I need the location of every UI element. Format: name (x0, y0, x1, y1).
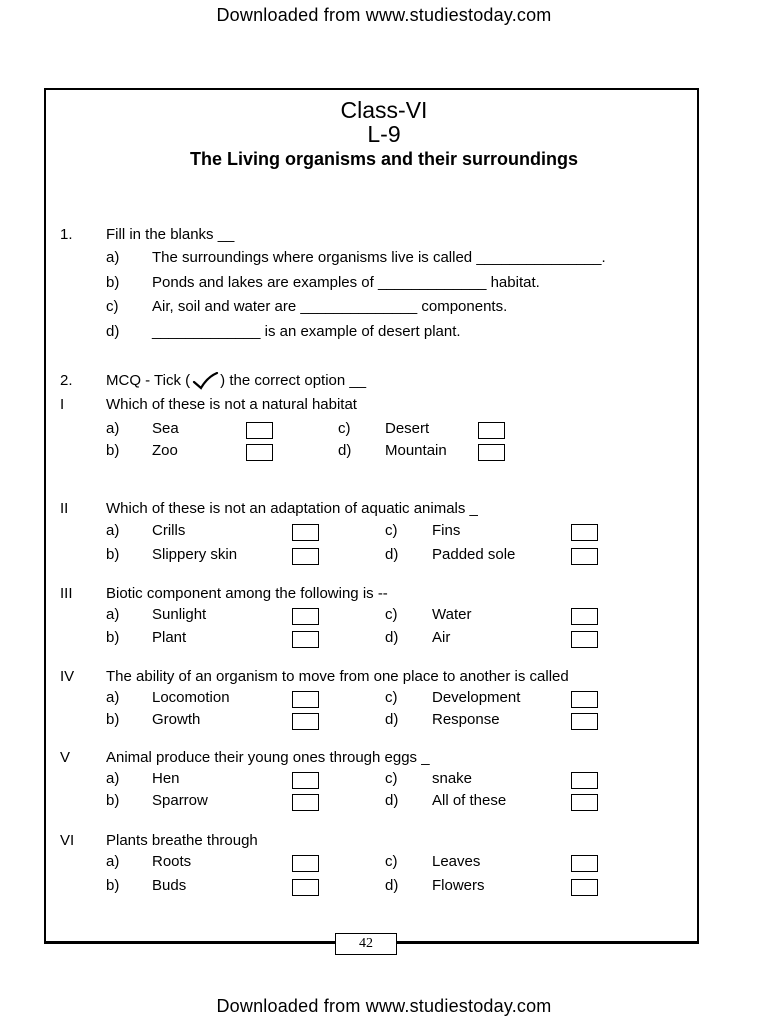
mcq-option (0, 689, 768, 711)
answer-checkbox[interactable] (571, 713, 598, 730)
question-text (106, 372, 366, 390)
item-text: Air, soil and water are ______________ components. (152, 298, 508, 315)
option-letter: a) (106, 853, 120, 870)
mcq-number: VI (60, 832, 75, 849)
mcq-text: Which of these is not an adaptation of aquatic animals _ (106, 500, 478, 517)
item-letter: b) (106, 274, 120, 291)
answer-checkbox[interactable] (478, 444, 505, 461)
mcq-question (0, 396, 768, 418)
answer-checkbox[interactable] (571, 608, 598, 625)
option-label: Padded sole (432, 546, 516, 563)
question-text: Fill in the blanks __ (106, 226, 235, 243)
answer-checkbox[interactable] (571, 794, 598, 811)
worksheet-title: The Living organisms and their surroundings (189, 149, 579, 169)
option-letter: a) (106, 770, 120, 787)
mcq-option (0, 442, 768, 464)
option-letter: c) (338, 420, 351, 437)
mcq-text: Biotic component among the following is -- (106, 585, 388, 602)
item-text: The surroundings where organisms live is called _______________. (152, 249, 606, 266)
page-number: 42 (335, 933, 397, 955)
option-letter: d) (338, 442, 352, 459)
option-label: Response (432, 711, 500, 728)
option-letter: b) (106, 442, 120, 459)
item-letter: a) (106, 249, 120, 266)
option-label: Roots (152, 853, 192, 870)
option-letter: d) (385, 629, 399, 646)
class-label: Class-VI (340, 97, 428, 123)
option-label: Desert (385, 420, 430, 437)
item-text: _____________ is an example of desert plant. (152, 323, 461, 340)
answer-checkbox[interactable] (571, 772, 598, 789)
mcq-text: Which of these is not a natural habitat (106, 396, 357, 413)
mcq-text: Plants breathe through (106, 832, 258, 849)
answer-checkbox[interactable] (571, 524, 598, 541)
mcq-option (0, 770, 768, 792)
mcq-number: III (60, 585, 73, 602)
mcq-option (0, 522, 768, 544)
mcq-option (0, 792, 768, 814)
question-number: 2. (60, 372, 73, 389)
mcq-question (0, 749, 768, 771)
question-1 (0, 226, 768, 248)
answer-checkbox[interactable] (571, 855, 598, 872)
question-text-start: MCQ - Tick ( (106, 372, 191, 389)
option-label: Sparrow (152, 792, 208, 809)
mcq-number: IV (60, 668, 75, 685)
option-label: Growth (152, 711, 201, 728)
mcq-text: Animal produce their young ones through eggs _ (106, 749, 430, 766)
mcq-text: The ability of an organism to move from one place to another is called (106, 668, 569, 685)
option-label: Development (432, 689, 521, 706)
option-label: Sunlight (152, 606, 207, 623)
option-letter: a) (106, 606, 120, 623)
option-letter: c) (385, 522, 398, 539)
option-label: Hen (152, 770, 180, 787)
mcq-option (0, 606, 768, 628)
question-2 (0, 372, 768, 394)
option-label: Fins (432, 522, 461, 539)
item-letter: d) (106, 323, 120, 340)
blank-item (0, 249, 768, 271)
mcq-option (0, 546, 768, 568)
option-letter: c) (385, 770, 398, 787)
option-letter: c) (385, 853, 398, 870)
mcq-question (0, 500, 768, 522)
download-banner-bottom: Downloaded from www.studiestoday.com (216, 996, 552, 1016)
answer-checkbox[interactable] (571, 548, 598, 565)
option-letter: c) (385, 689, 398, 706)
question-text-end: ) the correct option __ (220, 372, 367, 389)
mcq-number: I (60, 396, 65, 413)
option-letter: b) (106, 629, 120, 646)
option-letter: b) (106, 792, 120, 809)
mcq-number: V (60, 749, 71, 766)
mcq-number: II (60, 500, 69, 517)
option-label: All of these (432, 792, 507, 809)
mcq-question (0, 832, 768, 854)
mcq-option (0, 853, 768, 875)
option-letter: d) (385, 792, 399, 809)
option-letter: b) (106, 546, 120, 563)
blank-item (0, 298, 768, 320)
option-label: Plant (152, 629, 187, 646)
option-label: Flowers (432, 877, 485, 894)
option-letter: a) (106, 689, 120, 706)
answer-checkbox[interactable] (571, 879, 598, 896)
option-label: snake (432, 770, 473, 787)
answer-checkbox[interactable] (571, 691, 598, 708)
option-label: Locomotion (152, 689, 230, 706)
mcq-option (0, 877, 768, 899)
option-label: Water (432, 606, 472, 623)
answer-checkbox[interactable] (478, 422, 505, 439)
option-label: Slippery skin (152, 546, 238, 563)
mcq-question (0, 668, 768, 690)
option-label: Air (432, 629, 451, 646)
mcq-option (0, 420, 768, 442)
option-letter: a) (106, 420, 120, 437)
option-letter: c) (385, 606, 398, 623)
blank-item (0, 274, 768, 296)
option-label: Buds (152, 877, 187, 894)
option-label: Sea (152, 420, 179, 437)
option-letter: b) (106, 711, 120, 728)
lesson-label: L-9 (367, 121, 401, 147)
option-letter: b) (106, 877, 120, 894)
download-banner-top: Downloaded from www.studiestoday.com (216, 5, 552, 25)
option-label: Zoo (152, 442, 178, 459)
option-letter: a) (106, 522, 120, 539)
answer-checkbox[interactable] (571, 631, 598, 648)
item-letter: c) (106, 298, 119, 315)
question-number: 1. (60, 226, 73, 243)
check-mark-icon (191, 372, 219, 390)
blank-item (0, 323, 768, 345)
option-letter: d) (385, 711, 399, 728)
option-label: Crills (152, 522, 186, 539)
option-letter: d) (385, 877, 399, 894)
mcq-option (0, 629, 768, 651)
option-label: Leaves (432, 853, 481, 870)
mcq-question (0, 585, 768, 607)
item-text: Ponds and lakes are examples of _____________ habitat. (152, 274, 540, 291)
mcq-option (0, 711, 768, 733)
option-letter: d) (385, 546, 399, 563)
option-label: Mountain (385, 442, 447, 459)
